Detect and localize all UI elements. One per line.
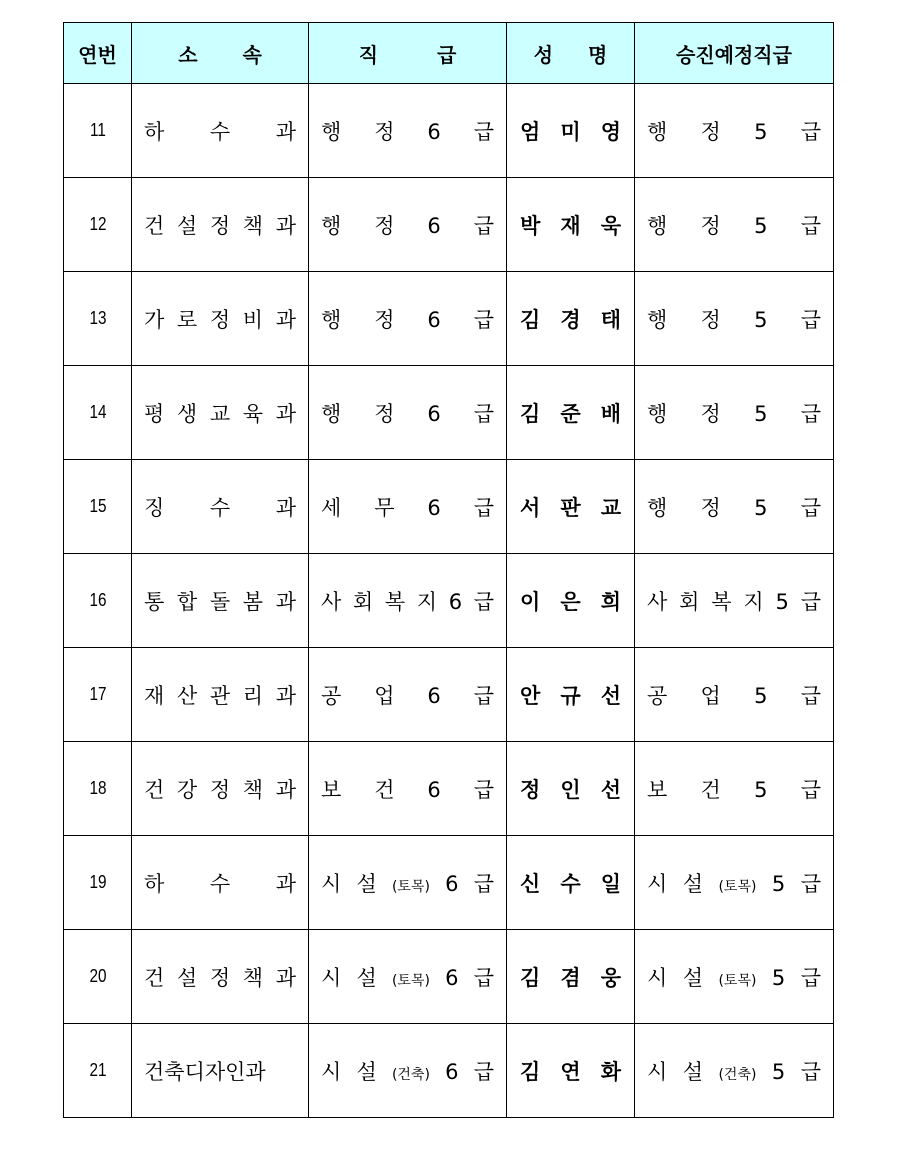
cell-no: 12	[69, 178, 127, 272]
cell-no: 17	[69, 648, 127, 742]
cell-grade: 세 무 6 급	[309, 460, 507, 554]
cell-dept: 통 합 돌 봄 과	[132, 554, 309, 648]
cell-name: 박 재 욱	[507, 178, 635, 272]
header-name: 성 명	[507, 23, 635, 84]
cell-name: 안 규 선	[507, 648, 635, 742]
cell-no: 15	[69, 460, 127, 554]
cell-grade: 행 정 6 급	[309, 366, 507, 460]
cell-no: 13	[69, 272, 127, 366]
table-row	[64, 554, 834, 648]
cell-promo: 공 업 5 급	[635, 648, 834, 742]
cell-dept: 하 수 과	[132, 836, 309, 930]
cell-promo: 행 정 5 급	[635, 366, 834, 460]
cell-grade: 시 설 (건축) 6 급	[309, 1024, 507, 1118]
header-grade: 직 급	[309, 23, 507, 84]
table-row	[64, 366, 834, 460]
cell-dept: 건 설 정 책 과	[132, 930, 309, 1024]
table-row	[64, 1024, 834, 1118]
cell-dept: 건 강 정 책 과	[132, 742, 309, 836]
cell-promo: 행 정 5 급	[635, 84, 834, 178]
header-no: 연번	[64, 23, 132, 84]
cell-no: 20	[69, 930, 127, 1024]
cell-grade: 사 회 복 지 6 급	[309, 554, 507, 648]
cell-name: 엄 미 영	[507, 84, 635, 178]
cell-name: 이 은 희	[507, 554, 635, 648]
cell-promo: 행 정 5 급	[635, 460, 834, 554]
cell-name: 정 인 선	[507, 742, 635, 836]
cell-promo: 시 설 (건축) 5 급	[635, 1024, 834, 1118]
cell-no: 21	[69, 1024, 127, 1118]
cell-promo: 시 설 (토목) 5 급	[635, 836, 834, 930]
cell-promo: 행 정 5 급	[635, 178, 834, 272]
cell-no: 18	[69, 742, 127, 836]
table-row	[64, 742, 834, 836]
cell-name: 김 연 화	[507, 1024, 635, 1118]
cell-no: 19	[69, 836, 127, 930]
cell-name: 서 판 교	[507, 460, 635, 554]
cell-dept: 건 설 정 책 과	[132, 178, 309, 272]
table-row	[64, 648, 834, 742]
cell-grade: 행 정 6 급	[309, 178, 507, 272]
table-row	[64, 178, 834, 272]
cell-no: 11	[69, 84, 127, 178]
table-row	[64, 460, 834, 554]
cell-no: 14	[69, 366, 127, 460]
cell-name: 신 수 일	[507, 836, 635, 930]
cell-promo: 시 설 (토목) 5 급	[635, 930, 834, 1024]
cell-name: 김 준 배	[507, 366, 635, 460]
table-body	[64, 84, 834, 1118]
header-promo: 승진예정직급	[635, 23, 834, 84]
table-row	[64, 930, 834, 1024]
cell-name: 김 겸 웅	[507, 930, 635, 1024]
cell-dept: 가 로 정 비 과	[132, 272, 309, 366]
cell-name: 김 경 태	[507, 272, 635, 366]
cell-dept: 징 수 과	[132, 460, 309, 554]
cell-grade: 행 정 6 급	[309, 272, 507, 366]
table-row	[64, 84, 834, 178]
cell-grade: 시 설 (토목) 6 급	[309, 930, 507, 1024]
cell-promo: 사 회 복 지 5 급	[635, 554, 834, 648]
table-row	[64, 836, 834, 930]
cell-dept: 평 생 교 육 과	[132, 366, 309, 460]
cell-dept: 재 산 관 리 과	[132, 648, 309, 742]
cell-promo: 행 정 5 급	[635, 272, 834, 366]
header-dept: 소 속	[132, 23, 309, 84]
header-row	[64, 23, 834, 84]
cell-grade: 시 설 (토목) 6 급	[309, 836, 507, 930]
cell-grade: 공 업 6 급	[309, 648, 507, 742]
table-row	[64, 272, 834, 366]
cell-no: 16	[69, 554, 127, 648]
cell-dept: 건축디자인과	[132, 1024, 309, 1118]
cell-dept: 하 수 과	[132, 84, 309, 178]
promotion-table	[63, 22, 834, 1118]
cell-grade: 보 건 6 급	[309, 742, 507, 836]
cell-promo: 보 건 5 급	[635, 742, 834, 836]
cell-grade: 행 정 6 급	[309, 84, 507, 178]
table-header	[64, 23, 834, 84]
